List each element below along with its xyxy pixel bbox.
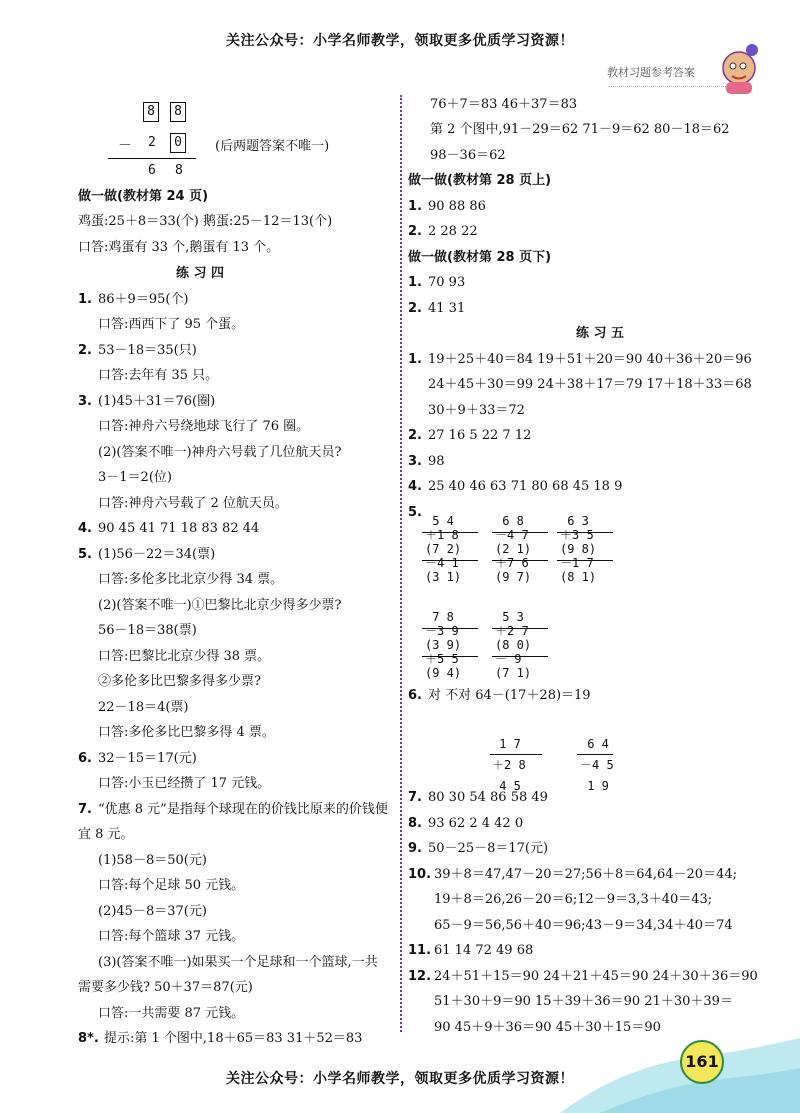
question-number: 7. (78, 802, 92, 817)
answer-line: 口答:一共需要 87 元钱。 (98, 1006, 245, 1021)
answer-line: 口答:每个篮球 37 元钱。 (98, 929, 245, 944)
section-title: 练 习 五 (575, 326, 625, 341)
answer-line: 3. 98 (408, 454, 445, 469)
section-title: 练 习 四 (175, 266, 225, 281)
answer-line: 8. 93 62 2 4 42 0 (408, 816, 524, 831)
answer-line: 2. 41 31 (408, 301, 466, 316)
answer-line: 98－36＝62 (430, 148, 506, 163)
answer-line: 2. 53－18＝35(只) (78, 343, 197, 358)
answer-line: 56－18＝38(票) (98, 623, 197, 638)
answer-line: (1)58－8＝50(元) (98, 853, 207, 868)
question-number: 3. (408, 454, 422, 469)
answer-line: 6. 32－15＝17(元) (78, 751, 197, 766)
question-number: 2. (408, 428, 422, 443)
section-heading: 做一做(教材第 28 页上) (408, 173, 552, 188)
section-heading: 做一做(教材第 24 页) (78, 189, 209, 204)
answer-line: 1. 90 88 86 (408, 199, 486, 214)
answer-line: 24＋45＋30＝99 24＋38＋17＝79 17＋18＋33＝68 (428, 377, 752, 392)
question-number: 4. (408, 479, 422, 494)
digit: 6 (148, 163, 156, 178)
answer-line: 口答:神舟六号绕地球飞行了 76 圈。 (98, 419, 310, 434)
chain-calc-1: 5 4 ＋1 8 (7 2) －4 1 (3 1) (425, 514, 462, 584)
question-number: 3. (78, 394, 92, 409)
question-number: 8. (408, 816, 422, 831)
question-number: 8*. (78, 1031, 99, 1046)
answer-line: 22－18＝4(票) (98, 700, 189, 715)
minus-sign: － (118, 138, 132, 154)
page-number: 161 (680, 1040, 724, 1084)
chain-calc-2: 6 8 －4 7 (2 1) ＋7 6 (9 7) (495, 514, 532, 584)
question-number: 1. (408, 275, 422, 290)
digit: 8 (175, 163, 183, 178)
answer-line: 4. 25 40 46 63 71 80 68 45 18 9 (408, 479, 623, 494)
answer-line: 65－9＝56,56＋40＝96;43－9＝34,34＋40＝74 (434, 918, 733, 933)
digit-box: 8 (143, 102, 159, 122)
answer-line: 口答:多伦多比北京少得 34 票。 (98, 572, 284, 587)
section-heading: 做一做(教材第 28 页下) (408, 250, 552, 265)
question-number: 12. (408, 969, 432, 984)
answer-line: 9. 50－25－8＝17(元) (408, 841, 549, 856)
answer-line: 宜 8 元。 (78, 827, 134, 842)
answer-line: 2. 27 16 5 22 7 12 (408, 428, 532, 443)
answer-line: (2)(答案不唯一)①巴黎比北京少得多少票? (98, 598, 342, 613)
answer-line: (2)45－8＝37(元) (98, 904, 207, 919)
question-number: 9. (408, 841, 422, 856)
question-number: 2. (78, 343, 92, 358)
header-banner: 关注公众号：小学名师教学，领取更多优质学习资源！ (226, 33, 574, 49)
answer-line: 7. 80 30 54 86 58 49 (408, 790, 548, 805)
question-number: 11. (408, 943, 432, 958)
chain-calc-4: 7 8 －3 9 (3 9) ＋5 5 (9 4) (425, 610, 462, 680)
answer-line: 鸡蛋:25＋8＝33(个) 鹅蛋:25－12＝13(个) (78, 214, 333, 229)
answer-line: 需要多少钱? 50＋37＝87(元) (78, 980, 253, 995)
question-number: 10. (408, 867, 432, 882)
answer-line: 3－1＝2(位) (98, 470, 172, 485)
answer-line: 51＋30＋9＝90 15＋39＋36＝90 21＋30＋39＝ (434, 994, 733, 1009)
question-number: 2. (408, 224, 422, 239)
answer-line: 3. (1)45＋31＝76(圈) (78, 394, 216, 409)
answer-line: 1. 19＋25＋40＝84 19＋51＋20＝90 40＋36＋20＝96 (408, 352, 752, 367)
answer-line: 76＋7＝83 46＋37＝83 (430, 97, 578, 112)
question-number: 1. (408, 199, 422, 214)
answer-line: 19＋8＝26,26－20＝6;12－9＝3,3＋40＝43; (434, 892, 713, 907)
note: (后两题答案不唯一) (215, 139, 330, 154)
answer-line: 90 45＋9＋36＝90 45＋30＋15＝90 (434, 1020, 661, 1035)
question-number: 2. (408, 301, 422, 316)
answer-line: 6. 对 不对 64－(17＋28)＝19 (408, 688, 591, 703)
answer-line: 口答:去年有 35 只。 (98, 368, 219, 383)
answer-line: 10. 39＋8＝47,47－20＝27;56＋8＝64,64－20＝44; (408, 867, 737, 882)
vertical-calc-1: 1 7 ＋2 8 4 5 (492, 737, 526, 793)
question-number: 1. (78, 292, 92, 307)
answer-line: 第 2 个图中,91－29＝62 71－9＝62 80－18＝62 (430, 122, 730, 137)
digit-box: 8 (170, 102, 186, 122)
mascot-icon (712, 38, 762, 96)
answer-line: 1. 70 93 (408, 275, 466, 290)
chain-calc-3: 6 3 ＋3 5 (9 8) －1 7 (8 1) (560, 514, 597, 584)
vertical-calc-2: 6 4 －4 5 1 9 (580, 737, 614, 793)
digit: 2 (148, 135, 156, 150)
answer-line: 8*. 提示:第 1 个图中,18＋65＝83 31＋52＝83 (78, 1031, 363, 1046)
answer-line: (3)(答案不唯一)如果买一个足球和一个篮球,一共 (98, 955, 378, 970)
question-number: 6. (78, 751, 92, 766)
answer-line: 30＋9＋33＝72 (428, 403, 525, 418)
column-divider (400, 95, 402, 1032)
answer-line: 4. 90 45 41 71 18 83 82 44 (78, 521, 260, 536)
answer-line: 11. 61 14 72 49 68 (408, 943, 534, 958)
header-subtitle: 教材习题参考答案 (607, 66, 695, 79)
footer-banner: 关注公众号：小学名师教学，领取更多优质学习资源！ (226, 1071, 574, 1087)
question-number: 1. (408, 352, 422, 367)
answer-line: 口答:西西下了 95 个蛋。 (98, 317, 245, 332)
question-number: 5. (78, 547, 92, 562)
answer-line: 1. 86＋9＝95(个) (78, 292, 189, 307)
answer-line: 口答:巴黎比北京少得 38 票。 (98, 649, 271, 664)
question-number: 4. (78, 521, 92, 536)
digit-box: 0 (170, 133, 186, 153)
chain-calc-5: 5 3 ＋2 7 (8 0) － 9 (7 1) (495, 610, 532, 680)
answer-line: 口答:鸡蛋有 33 个,鹅蛋有 13 个。 (78, 240, 280, 255)
answer-line: 12. 24＋51＋15＝90 24＋21＋45＝90 24＋30＋36＝90 (408, 969, 758, 984)
question-number: 5. (408, 505, 422, 520)
answer-line: 7. “优惠 8 元”是指每个球现在的价钱比原来的价钱便 (78, 802, 388, 817)
answer-line: (2)(答案不唯一)神舟六号载了几位航天员? (98, 445, 342, 460)
question-number: 6. (408, 688, 422, 703)
answer-line: 口答:小玉已经攒了 17 元钱。 (98, 776, 271, 791)
question-number: 7. (408, 790, 422, 805)
answer-line: 口答:多伦多比巴黎多得 4 票。 (98, 725, 275, 740)
answer-line: ②多伦多比巴黎多得多少票? (98, 674, 261, 689)
answer-line: 2. 2 28 22 (408, 224, 478, 239)
answer-line: 口答:神舟六号载了 2 位航天员。 (98, 496, 288, 511)
answer-line: 口答:每个足球 50 元钱。 (98, 878, 245, 893)
answer-line: 5. (1)56－22＝34(票) (78, 547, 216, 562)
